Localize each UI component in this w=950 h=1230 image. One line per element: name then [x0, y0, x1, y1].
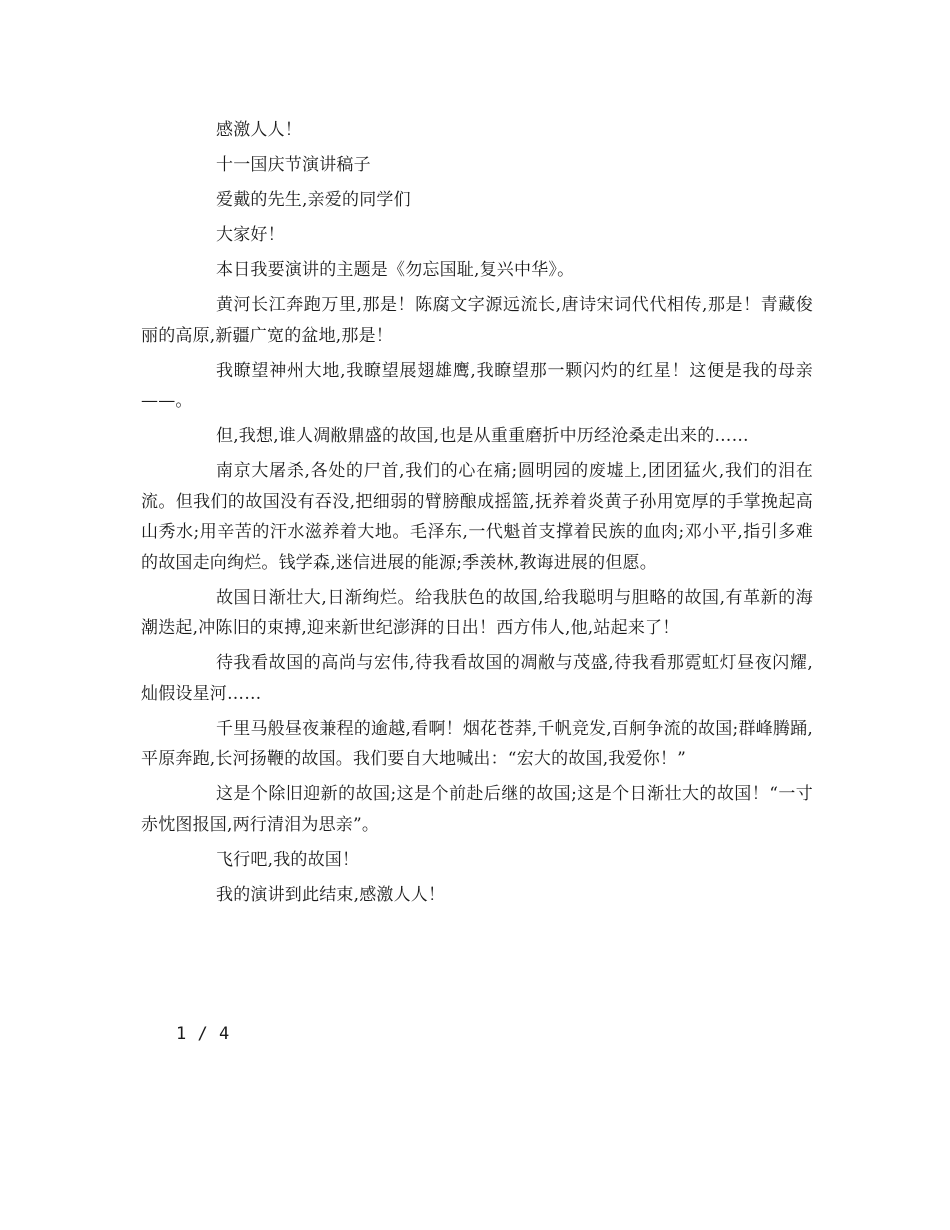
body-paragraph: 待我看故国的高尚与宏伟,待我看故国的凋敝与茂盛,待我看那霓虹灯昼夜闪耀,灿假设星河…… [141, 653, 813, 704]
body-paragraph: 黄河长江奔跑万里,那是！陈腐文字源远流长,唐诗宋词代代相传,那是！青藏俊丽的高原,新疆广宽的盆地,那是！ [141, 295, 813, 346]
document-body [141, 115, 813, 915]
body-paragraph: 这是个除旧迎新的故国;这是个前赴后继的故国;这是个日渐壮大的故国！“一寸赤忱图报国,两行清泪为思亲”。 [141, 784, 813, 835]
body-paragraph: 千里马般昼夜兼程的逾越,看啊！烟花苍莽,千帆竞发,百舸争流的故国;群峰腾踊,平原奔跑,长河扬鞭的故国。我们要自大地喊出：“宏大的故国,我爱你！” [141, 718, 813, 769]
greeting: 大家好！ [216, 225, 285, 245]
closing-line: 我的演讲到此结束,感激人人！ [216, 884, 446, 905]
salutation: 爱戴的先生,亲爱的同学们 [216, 190, 411, 210]
body-paragraph: 故国日渐壮大,日渐绚烂。给我肤色的故国,给我聪明与胆略的故国,有革新的海潮迭起,冲陈旧的束搏,迎来新世纪澎湃的日出！西方伟人,他,站起来了！ [141, 587, 813, 638]
theme-statement: 本日我要演讲的主题是《勿忘国耻,复兴中华》。 [216, 260, 575, 280]
closing-thanks-previous: 感激人人！ [216, 120, 302, 140]
body-paragraph: 南京大屠杀,各处的尸首,我们的心在痛;圆明园的废墟上,团团猛火,我们的泪在流。但我们的故国没有吞没,把细弱的臂膀酿成摇篮,抚养着炎黄子孙用宽厚的手掌挽起高山秀水;用辛苦的汗水滋养着大地。毛泽东,一代魁首支撑着民族的血肉;邓小平,指引多难的故国走向绚烂。钱学森,迷信进展的能源;季羡林,教诲进展的但愿。 [141, 461, 813, 573]
speech-title: 十一国庆节演讲稿子 [216, 155, 371, 175]
page-number: 1 / 4 [176, 1024, 230, 1044]
body-paragraph: 飞行吧,我的故国！ [216, 849, 360, 870]
body-paragraph: 但,我想,谁人凋敝鼎盛的故国,也是从重重磨折中历经沧桑走出来的…… [216, 426, 749, 446]
body-paragraph: 我瞭望神州大地,我瞭望展翅雄鹰,我瞭望那一颗闪灼的红星！这便是我的母亲——。 [141, 360, 813, 411]
